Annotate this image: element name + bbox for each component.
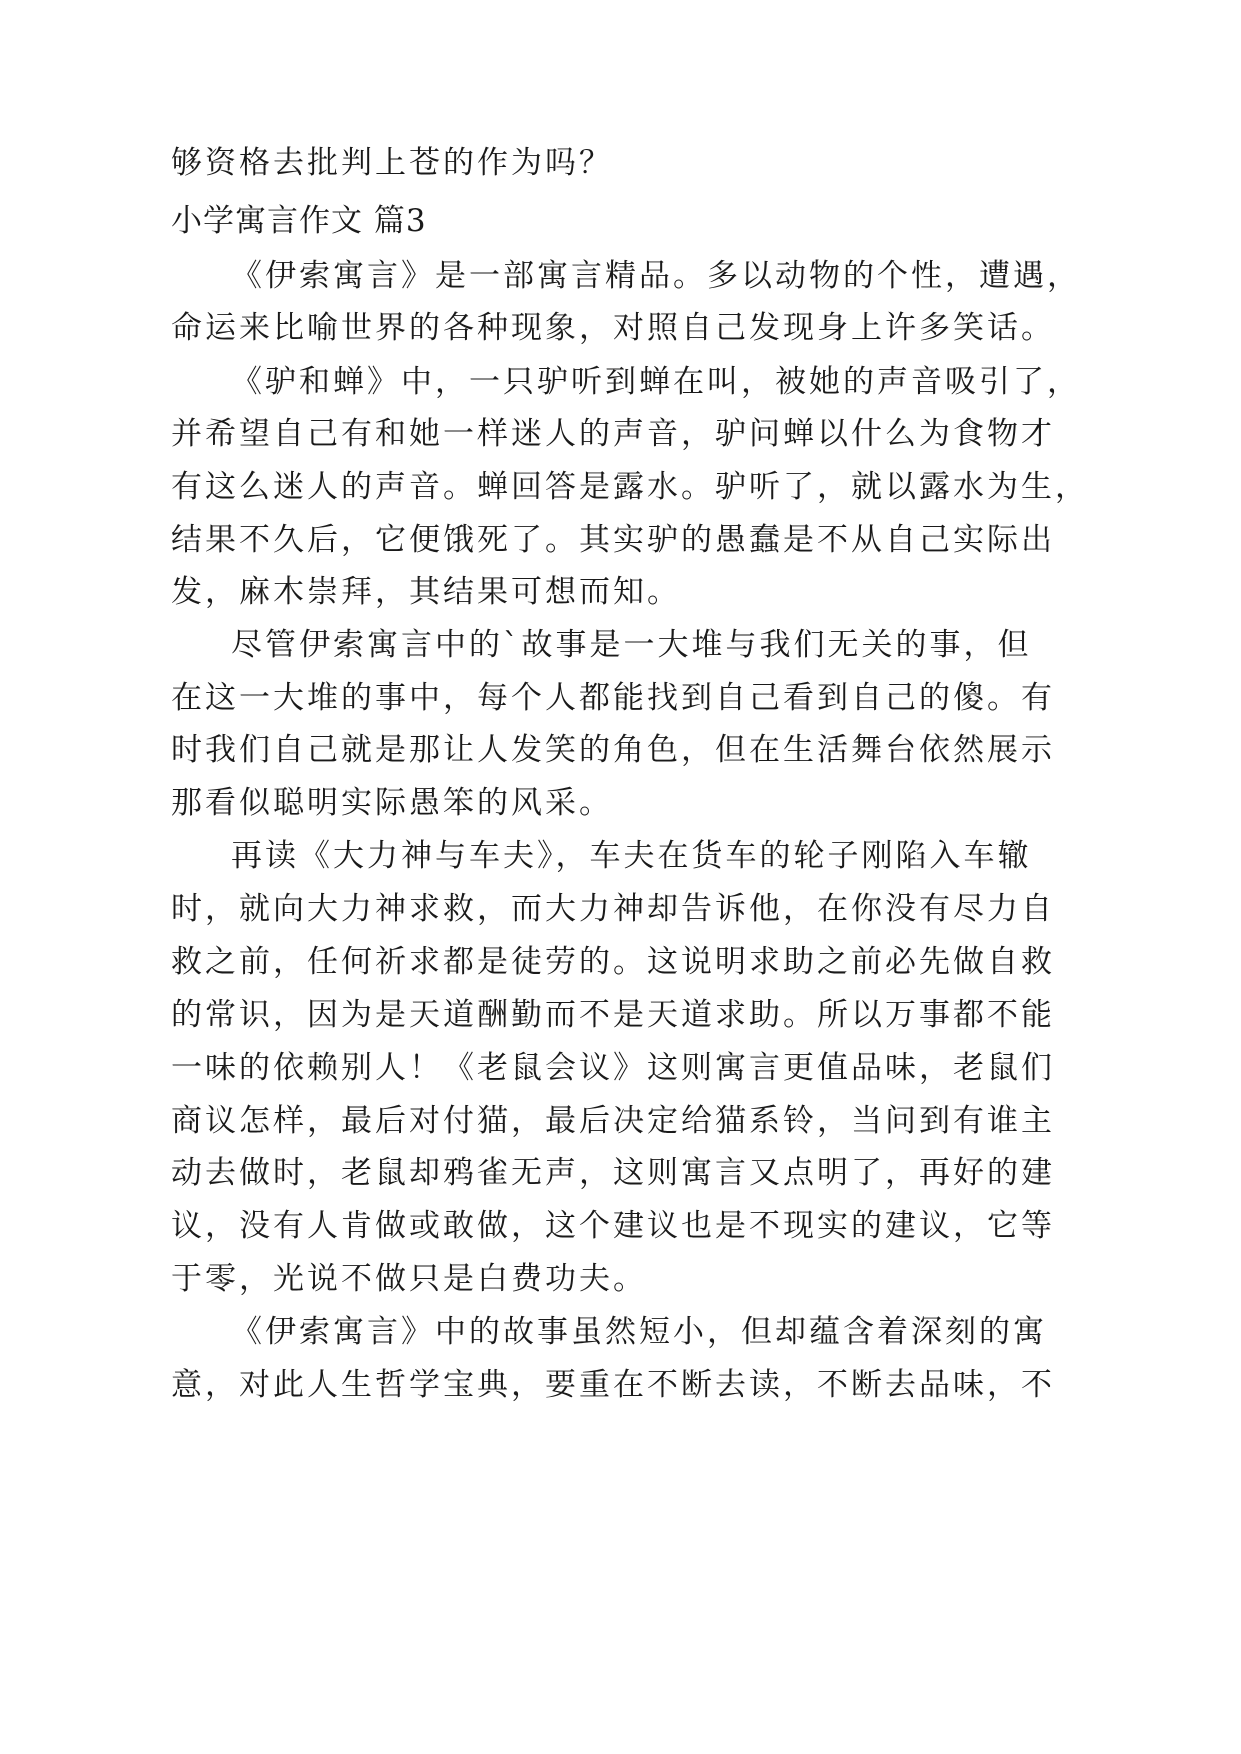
- paragraph-line: 意，对此人生哲学宝典，要重在不断去读，不断去品味，不: [171, 1367, 1055, 1403]
- paragraph-line: 时，就向大力神求救，而大力神却告诉他，在你没有尽力自: [171, 891, 1055, 927]
- paragraph-line: 那看似聪明实际愚笨的风采。: [171, 785, 613, 821]
- paragraph-line: 议，没有人肯做或敢做，这个建议也是不现实的建议，它等: [171, 1208, 1055, 1244]
- section-heading: 小学寓言作文 篇3: [171, 203, 427, 239]
- text-line: 够资格去批判上苍的作为吗？: [171, 145, 613, 181]
- paragraph-line: 救之前，任何祈求都是徒劳的。这说明求助之前必先做自救: [171, 944, 1055, 980]
- paragraph-line: 命运来比喻世界的各种现象，对照自己发现身上许多笑话。: [171, 310, 1055, 346]
- paragraph-line: 时我们自己就是那让人发笑的角色，但在生活舞台依然展示: [171, 732, 1055, 768]
- paragraph-line: 动去做时，老鼠却鸦雀无声，这则寓言又点明了，再好的建: [171, 1155, 1055, 1191]
- paragraph-line: 并希望自己有和她一样迷人的声音，驴问蝉以什么为食物才: [171, 416, 1055, 452]
- paragraph-line: 在这一大堆的事中，每个人都能找到自己看到自己的傻。有: [171, 680, 1055, 716]
- paragraph-line: 《伊索寓言》是一部寓言精品。多以动物的个性，遭遇，: [231, 258, 1081, 294]
- paragraph-line: 再读《大力神与车夫》，车夫在货车的轮子刚陷入车辙: [231, 838, 1032, 874]
- paragraph-line: 的常识，因为是天道酬勤而不是天道求助。所以万事都不能: [171, 997, 1055, 1033]
- paragraph-line: 结果不久后，它便饿死了。其实驴的愚蠢是不从自己实际出: [171, 522, 1055, 558]
- paragraph-line: 尽管伊索寓言中的`故事是一大堆与我们无关的事，但: [231, 627, 1032, 663]
- paragraph-line: 发，麻木崇拜，其结果可想而知。: [171, 574, 681, 610]
- paragraph-line: 一味的依赖别人！《老鼠会议》这则寓言更值品味，老鼠们: [171, 1050, 1055, 1086]
- paragraph-line: 于零，光说不做只是白费功夫。: [171, 1261, 647, 1297]
- paragraph-line: 《伊索寓言》中的故事虽然短小，但却蕴含着深刻的寓: [231, 1314, 1047, 1350]
- paragraph-line: 《驴和蝉》中，一只驴听到蝉在叫，被她的声音吸引了，: [231, 364, 1081, 400]
- paragraph-line: 商议怎样，最后对付猫，最后决定给猫系铃，当问到有谁主: [171, 1103, 1055, 1139]
- paragraph-line: 有这么迷人的声音。蝉回答是露水。驴听了，就以露水为生，: [171, 469, 1089, 505]
